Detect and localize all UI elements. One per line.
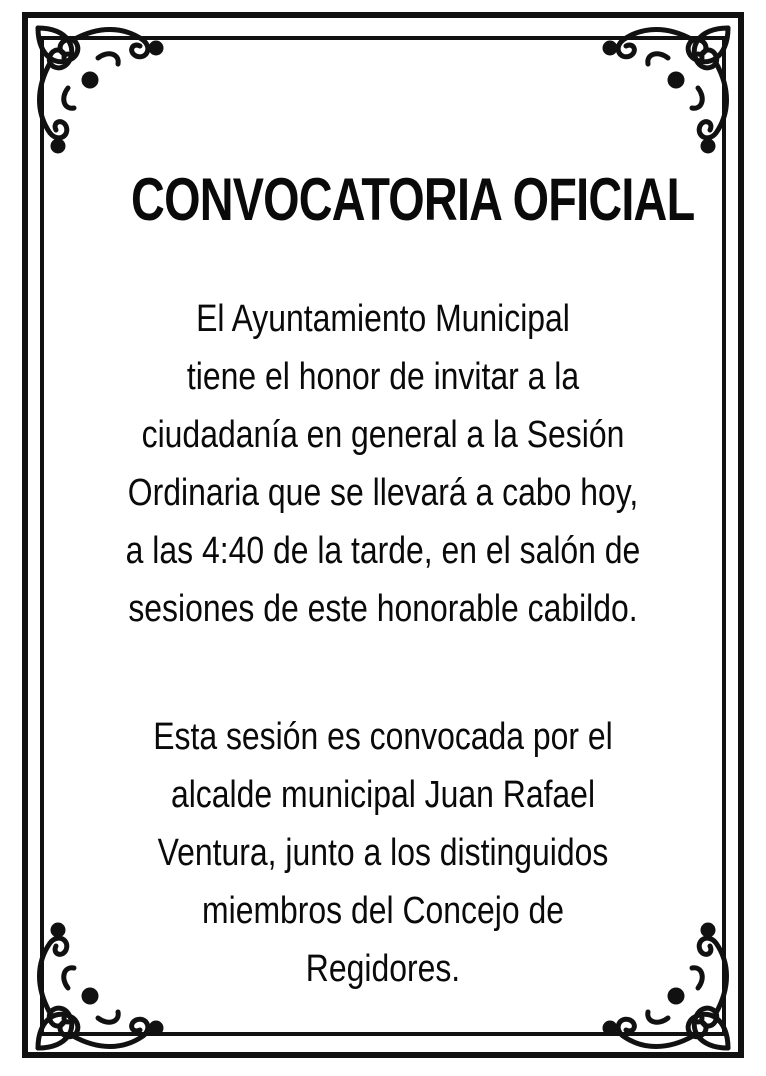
paragraph-line: miembros del Concejo de xyxy=(202,890,564,932)
paragraph-line: El Ayuntamiento Municipal xyxy=(196,298,570,340)
paragraph-line: Ordinaria que se llevará a cabo hoy, xyxy=(127,472,639,514)
paragraph-line: a las 4:40 de la tarde, en el salón de xyxy=(125,530,641,572)
corner-flourish-icon xyxy=(588,18,738,168)
notice-title: CONVOCATORIA OFICIAL xyxy=(131,166,695,234)
paragraph-line: Esta sesión es convocada por el xyxy=(153,716,613,758)
paragraph-line: Regidores. xyxy=(305,948,461,990)
paragraph-line: Ventura, junto a los distinguidos xyxy=(157,832,609,874)
convener-paragraph xyxy=(120,708,646,998)
paragraph-line: tiene el honor de invitar a la xyxy=(186,356,580,398)
paragraph-line: alcalde municipal Juan Rafael xyxy=(170,774,596,816)
paragraph-line: sesiones de este honorable cabildo. xyxy=(128,588,638,630)
paragraph-line: ciudadanía en general a la Sesión xyxy=(141,414,625,456)
invitation-paragraph xyxy=(120,290,646,638)
corner-flourish-icon xyxy=(28,18,178,168)
